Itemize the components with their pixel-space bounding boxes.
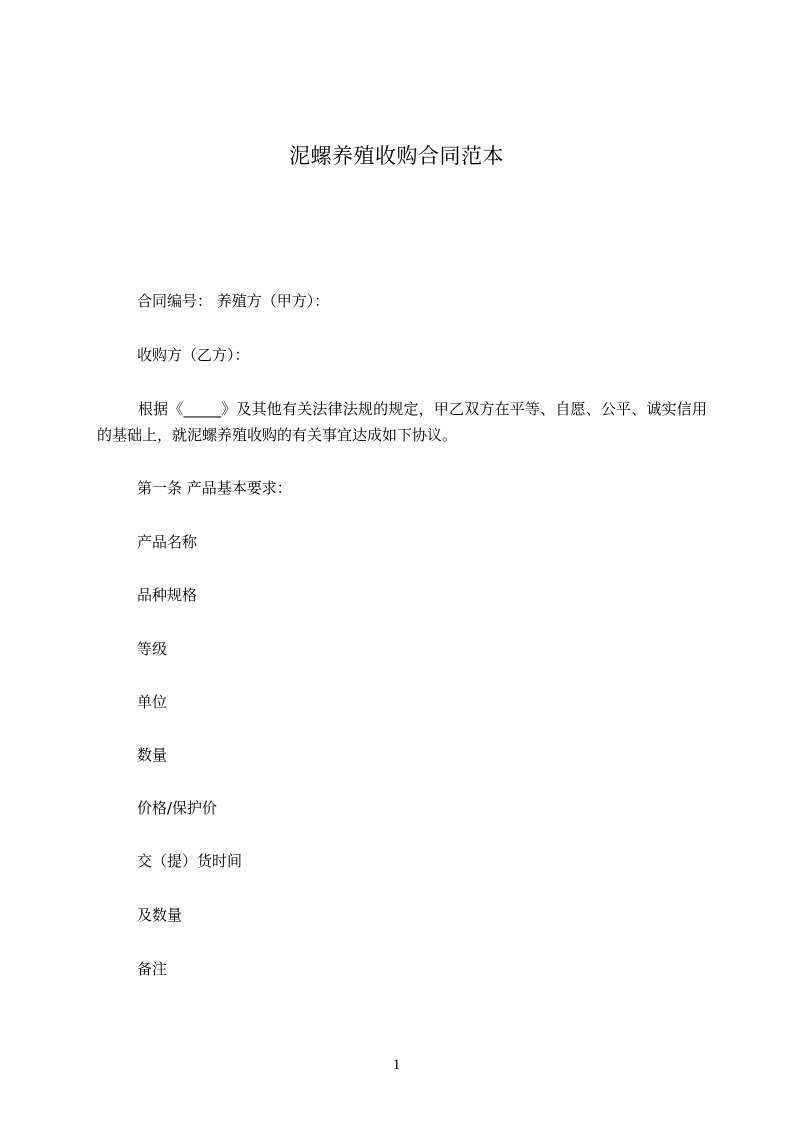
field-product-name: 产品名称 <box>137 533 198 551</box>
page-number: 1 <box>392 1057 401 1073</box>
field-delivery-time: 交（提）货时间 <box>137 852 243 870</box>
contract-number-party-a-line: 合同编号： 养殖方（甲方）： <box>137 292 330 310</box>
article-one-heading: 第一条 产品基本要求： <box>137 479 292 497</box>
field-price-protection-price: 价格/保护价 <box>137 799 218 817</box>
document-title: 泥螺养殖收购合同范本 <box>289 144 504 168</box>
field-quantity: 数量 <box>137 746 168 764</box>
field-variety-spec: 品种规格 <box>137 586 198 604</box>
field-delivery-quantity: 及数量 <box>137 906 183 924</box>
intro-paragraph: 根据《_____》及其他有关法律法规的规定，甲乙双方在平等、自愿、公平、诚实信用的基础上，就泥螺养殖收购的有关事宜达成如下协议。 <box>97 400 707 444</box>
field-grade: 等级 <box>137 640 168 658</box>
party-b-line: 收购方（乙方）： <box>137 346 250 364</box>
field-unit: 单位 <box>137 693 168 711</box>
field-remarks: 备注 <box>137 960 168 978</box>
